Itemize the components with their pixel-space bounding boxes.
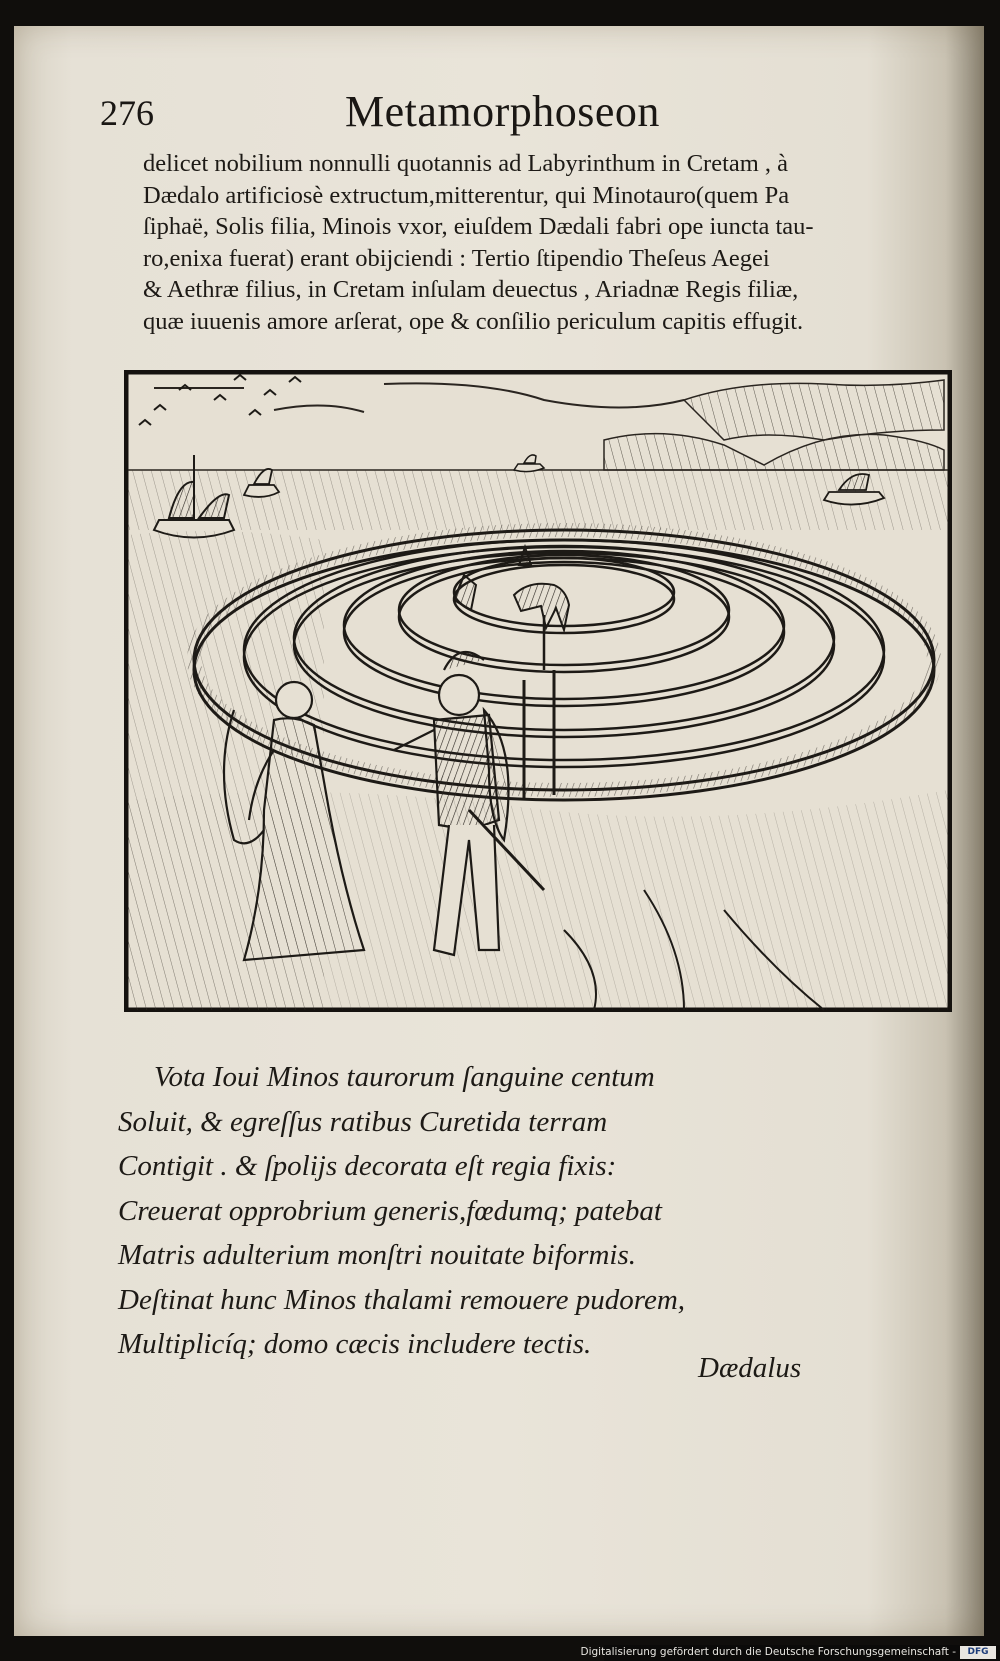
prose-line: delicet nobilium nonnulli quotannis ad Labyrinthum in Cretam , à [143,150,789,177]
woodcut-illustration [124,370,952,1012]
verse-block [118,1055,878,1367]
credit-bar [580,1645,1000,1661]
verse-line: Deſtinat hunc Minos thalami remouere pudorem, [118,1283,686,1316]
verse-line: Contigit . & ſpolijs decorata eſt regia fixis: [118,1150,617,1182]
verse-line: Vota Ioui Minos taurorum ſanguine centum [154,1061,655,1093]
dfg-logo-icon: DFG [960,1646,996,1659]
page-number: 276 [100,93,154,133]
running-title: Metamorphoseon [345,87,660,136]
prose-line: & Aethræ filius, in Cretam inſulam deuectus , Ariadnæ Regis filiæ, [143,276,799,303]
verse-line: Soluit, & egreſſus ratibus Curetida terram [118,1105,608,1138]
verse-line: Multiplicíq; domo cæcis includere tectis. [118,1328,592,1360]
prose-paragraph [143,148,943,337]
catchword: Dædalus [698,1352,802,1384]
running-head [100,86,720,146]
verse-line: Matris adulterium monſtri nouitate biformis. [118,1239,636,1271]
credit-text: Digitalisierung gefördert durch die Deutsche Forschungsgemeinschaft - [580,1646,956,1658]
verse-line: Creuerat opprobrium generis,fœdumq; patebat [118,1194,662,1227]
prose-line: Dædalo artificiosè extructum,mitterentur, qui Minotauro(quem Pa [143,181,790,209]
prose-line: ro,enixa fuerat) erant obijciendi : Tertio ſtipendio Theſeus Aegei [143,244,770,272]
labyrinth-woodcut [124,370,952,1012]
prose-line: ſiphaë, Solis filia, Minois vxor, eiuſdem Dædali fabri ope iuncta tau- [143,213,814,240]
prose-line: quæ iuuenis amore arſerat, ope & conſilio periculum capitis effugit. [143,307,804,335]
